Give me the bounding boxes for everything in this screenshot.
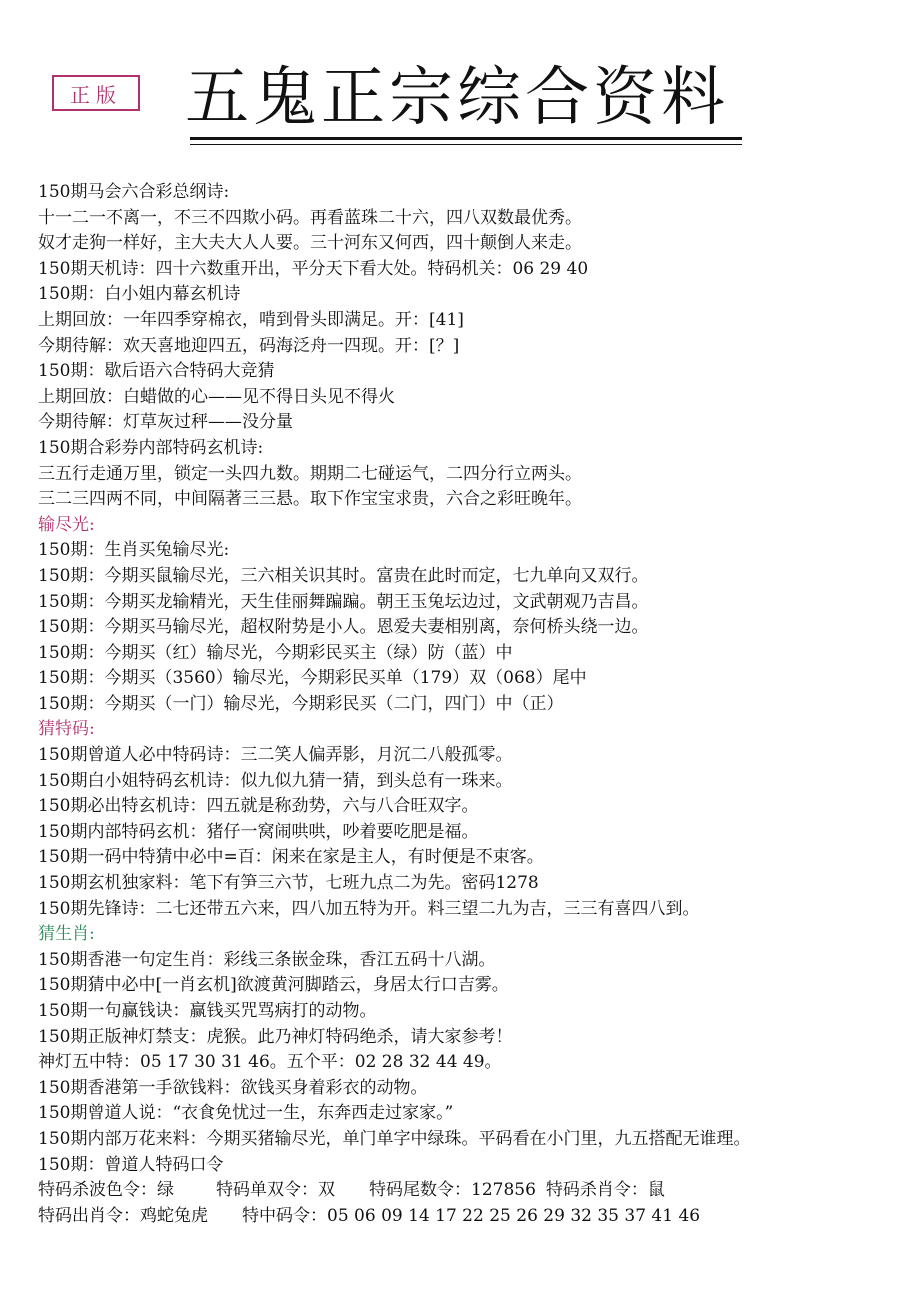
zodiac-order: 特码出肖令：鸡蛇兔虎: [38, 1205, 208, 1226]
text-line: 150期天机诗：四十六数重开出，平分天下看大处。特码机关：06 29 40: [38, 258, 589, 279]
text-line: 上期回放：白蜡做的心——见不得日头见不得火: [38, 386, 395, 407]
text-line: 150期内部特码玄机：猪仔一窝闹哄哄，吵着要吃肥是福。: [38, 821, 479, 842]
text-line: 150期先锋诗：二七还带五六来，四八加五特为开。料三望二九为吉，三三有喜四八到。: [38, 898, 700, 919]
text-line: 150期：今期买龙输精光，天生佳丽舞蹁蹁。朝王玉兔坛边过，文武朝观乃吉昌。: [38, 591, 649, 612]
text-line: 150期：歇后语六合特码大竞猜: [38, 361, 275, 382]
password-row-2: [38, 1204, 888, 1230]
section-heading: 猜生肖:: [38, 924, 95, 945]
page-title: 五鬼正宗综合资料: [185, 61, 729, 135]
text-line: 150期合彩券内部特码玄机诗:: [38, 437, 264, 458]
text-line: 150期内部万花来料：今期买猪输尽光，单门单字中绿珠。平码看在小门里，九五搭配无谁理。: [38, 1128, 751, 1149]
text-line: 神灯五中特：05 17 30 31 46。五个平：02 28 32 44 49。: [38, 1052, 502, 1073]
text-line: 150期正版神灯禁支：虎猴。此乃神灯特码绝杀，请大家参考！: [38, 1026, 513, 1047]
text-line: 150期玄机独家料：笔下有笋三六节，七班九点二为先。密码1278: [38, 873, 539, 894]
text-line: 150期：生肖买兔输尽光:: [38, 540, 230, 561]
text-line: 150期：曾道人特码口令: [38, 1154, 224, 1175]
kill-zodiac-order: 特码杀肖令：鼠: [545, 1180, 665, 1201]
winning-numbers-order: 特中码令：05 06 09 14 17 22 25 26 29 32 35 37 41 46: [242, 1205, 701, 1226]
text-line: 三五行走通万里，锁定一头四九数。期期二七碰运气，二四分行立两头。: [38, 463, 582, 484]
text-line: 150期：今期买（3560）输尽光，今期彩民买单（179）双（068）尾中: [38, 668, 587, 689]
text-line: 150期：今期买马输尽光，超权附势是小人。恩爱夫妻相别离，奈何桥头绕一边。: [38, 617, 649, 638]
text-line: 150期曾道人必中特码诗：三二笑人偏弄影，月沉二八般孤零。: [38, 745, 513, 766]
odd-even-order: 特码单双令：双: [216, 1180, 335, 1201]
text-line: 150期一句赢钱诀：赢钱买咒骂病打的动物。: [38, 1001, 377, 1021]
title-underline-thin: [190, 144, 742, 145]
text-line: 150期白小姐特码玄机诗：似九似九猜一猜，到头总有一珠来。: [38, 770, 513, 791]
text-line: 150期马会六合彩总纲诗:: [38, 182, 230, 202]
text-line: 150期：今期买（红）输尽光，今期彩民买主（绿）防（蓝）中: [38, 642, 513, 663]
title-underline: [190, 137, 742, 140]
text-line: 十一二一不离一，不三不四欺小码。再看蓝珠二十六，四八双数最优秀。: [38, 207, 582, 228]
text-line: 150期香港一句定生肖：彩线三条嵌金珠，香江五码十八湖。: [38, 949, 496, 970]
text-line: 150期：白小姐内幕玄机诗: [38, 284, 241, 305]
text-line: 150期必出特玄机诗：四五就是称劲势，六与八合旺双字。: [38, 796, 479, 817]
text-line: 150期：今期买（一门）输尽光，今期彩民买（二门，四门）中（正）: [38, 693, 564, 714]
edition-badge: 正版: [52, 75, 140, 111]
text-line: 三二三四两不同，中间隔著三三悬。取下作宝宝求贵，六合之彩旺晚年。: [38, 489, 582, 510]
tail-number-order: 特码尾数令：127856: [369, 1180, 536, 1201]
text-line: 上期回放：一年四季穿棉衣，啃到骨头即满足。开：[41]: [38, 309, 464, 330]
kill-color-order: 特码杀波色令：绿: [38, 1180, 174, 1201]
text-line: 今期待解：欢天喜地迎四五，码海泛舟一四现。开：[？]: [38, 335, 460, 356]
text-line: 今期待解：灯草灰过秤——没分量: [38, 412, 293, 433]
section-heading: 输尽光:: [38, 514, 95, 535]
section-heading: 猜特码:: [38, 719, 95, 740]
text-line: 150期曾道人说：“衣食免忧过一生，东奔西走过家家。”: [38, 1103, 454, 1124]
text-line: 150期猜中必中[一肖玄机]欲渡黄河脚踏云，身居太行口吉雾。: [38, 975, 509, 996]
text-line: 150期一码中特猜中必中=百：闲来在家是主人，有时便是不束客。: [38, 847, 544, 868]
text-line: 150期香港第一手欲钱料：欲钱买身着彩衣的动物。: [38, 1077, 428, 1098]
text-line: 150期：今期买鼠输尽光，三六相关识其时。富贵在此时而定，七九单向又双行。: [38, 565, 649, 586]
document-body: [38, 180, 888, 1229]
text-line: 奴才走狗一样好，主大夫大人人要。三十河东又何西，四十颠倒人来走。: [38, 233, 582, 254]
password-row-1: [38, 1178, 888, 1204]
